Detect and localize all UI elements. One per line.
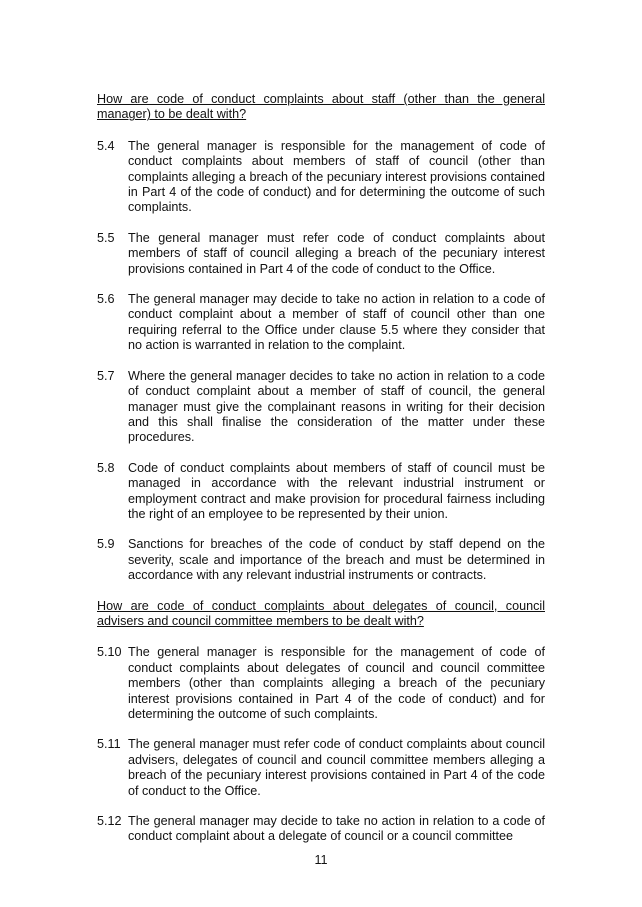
clause-text: The general manager may decide to take no action in relation to a code of conduct complaint about a member of staff of council other than one requiring referral to the Office under clause 5.5 where they consider that no action is warranted in relation to the complaint. <box>128 292 545 353</box>
clause-5-4 <box>97 139 545 216</box>
clause-5-6 <box>97 292 545 354</box>
clause-text: The general manager must refer code of conduct complaints about council advisers, delegates of council and council committee members alleging a breach of the pecuniary interest provisions contained in Part 4 of the code of conduct to the Office. <box>128 737 545 798</box>
clause-text: Sanctions for breaches of the code of conduct by staff depend on the severity, scale and importance of the breach and must be determined in accordance with any relevant industrial instruments or contracts. <box>128 537 545 583</box>
clause-text: The general manager may decide to take no action in relation to a code of conduct complaint about a delegate of council or a council committee <box>128 814 545 844</box>
clause-text: The general manager is responsible for the management of code of conduct complaints about members of staff of council (other than complaints alleging a breach of the pecuniary interest provisions contained in Part 4 of the code of conduct) and for determining the outcome of such complaints. <box>128 138 545 215</box>
clause-number: 5.5 <box>97 230 115 245</box>
section-heading-staff: How are code of conduct complaints about staff (other than the general manager) to be dealt with? <box>97 92 545 122</box>
clause-5-10 <box>97 645 545 722</box>
clause-number: 5.11 <box>97 737 121 752</box>
clause-text: Code of conduct complaints about members of staff of council must be managed in accordance with the relevant industrial instrument or employment contract and make provision for procedural fairness including the right of an employee to be represented by their union. <box>128 460 545 521</box>
clause-5-7 <box>97 369 545 446</box>
clause-number: 5.9 <box>97 537 115 552</box>
clause-text: The general manager must refer code of conduct complaints about members of staff of council alleging a breach of the pecuniary interest provisions contained in Part 4 of the code of conduct to the Office. <box>128 230 545 276</box>
clause-text: The general manager is responsible for the management of code of conduct complaints about delegates of council and council committee members (other than complaints alleging a breach of the pecuniary interest provisions contained in Part 4 of the code of conduct) and for determining the outcome of such complaints. <box>128 645 545 721</box>
clause-number: 5.7 <box>97 368 115 383</box>
clause-number: 5.12 <box>97 814 122 829</box>
page-content <box>97 92 545 860</box>
clause-number: 5.4 <box>97 138 115 153</box>
clause-number: 5.10 <box>97 645 122 660</box>
section-heading-delegates: How are code of conduct complaints about delegates of council, council advisers and council committee members to be dealt with? <box>97 598 545 628</box>
clause-number: 5.6 <box>97 292 115 307</box>
clause-5-8 <box>97 461 545 523</box>
clause-number: 5.8 <box>97 460 115 475</box>
clause-5-9 <box>97 537 545 583</box>
clause-5-12 <box>97 814 545 845</box>
clause-5-5 <box>97 231 545 277</box>
page-number: 11 <box>314 853 328 867</box>
clause-text: Where the general manager decides to take no action in relation to a code of conduct complaint about a member of staff of council, the general manager must give the complainant reasons in writing for their decision and this shall finalise the consideration of the matter under these procedures. <box>128 368 545 445</box>
clause-5-11 <box>97 737 545 799</box>
